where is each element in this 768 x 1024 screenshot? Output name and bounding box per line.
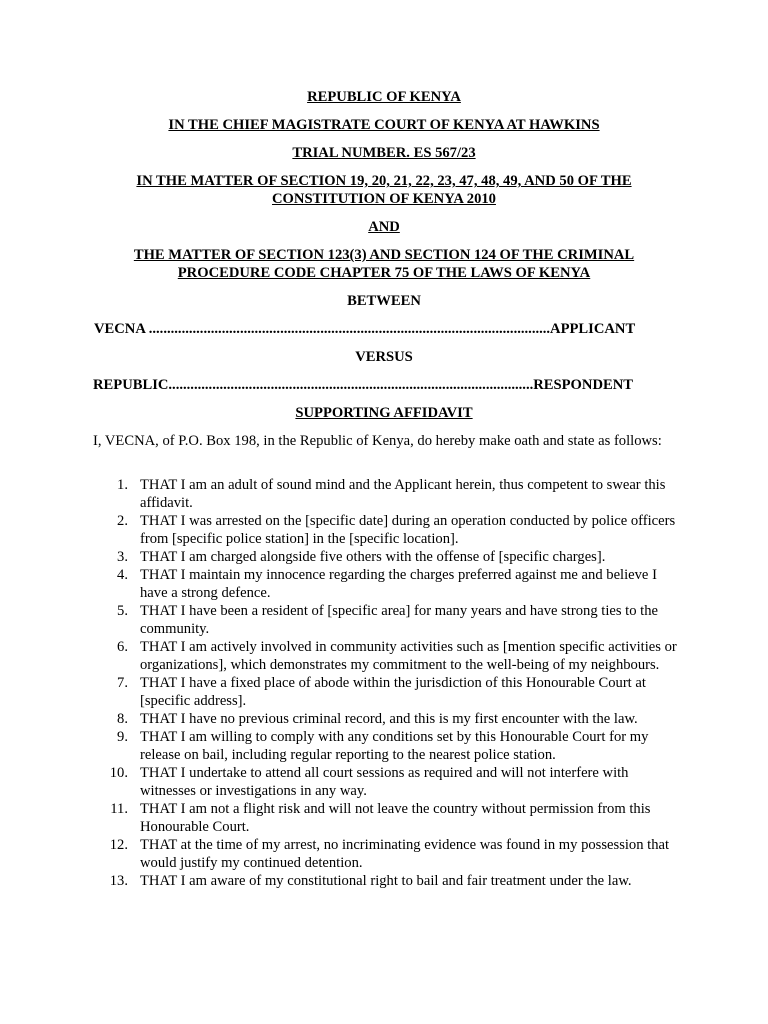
statement-text: THAT I am an adult of sound mind and the Applicant herein, thus competent to swear this affidavit. [140, 477, 666, 511]
statement-text: THAT at the time of my arrest, no incriminating evidence was found in my possession that would justify my continued detention. [140, 837, 670, 871]
affidavit-statement [93, 566, 683, 602]
statement-number: 3. [117, 549, 128, 565]
affidavit-statement [93, 548, 683, 566]
document-title: SUPPORTING AFFIDAVIT [295, 405, 473, 421]
criminal-procedure-matter-line2: PROCEDURE CODE CHAPTER 75 OF THE LAWS OF KENYA [177, 265, 591, 281]
statement-number: 2. [117, 513, 128, 529]
statement-number: 5. [117, 603, 128, 619]
statement-text: THAT I have been a resident of [specific area] for many years and have strong ties to the community. [140, 603, 659, 637]
applicant-line: VECNA ..............................................................................................................APPLICANT [94, 321, 636, 337]
statement-number: 4. [117, 567, 128, 583]
affidavit-statement [93, 836, 683, 872]
statement-text: THAT I am charged alongside five others with the offense of [specific charges]. [140, 549, 606, 565]
statement-number: 10. [109, 765, 128, 781]
affidavit-statement [93, 872, 683, 890]
statement-number: 7. [117, 675, 128, 691]
and-heading: AND [368, 219, 400, 235]
affidavit-statement [93, 476, 683, 512]
affidavit-statement [93, 728, 683, 764]
statement-number: 9. [117, 729, 128, 745]
affidavit-statement [93, 710, 683, 728]
statement-text: THAT I am aware of my constitutional right to bail and fair treatment under the law. [140, 873, 632, 889]
between-heading: BETWEEN [347, 293, 421, 309]
court-heading: IN THE CHIEF MAGISTRATE COURT OF KENYA AT HAWKINS [168, 117, 600, 133]
affidavit-statement [93, 674, 683, 710]
constitution-matter-line2: CONSTITUTION OF KENYA 2010 [272, 191, 496, 207]
affidavit-statement [93, 512, 683, 548]
affidavit-statements-list [93, 476, 683, 890]
affidavit-statement [93, 764, 683, 800]
statement-number: 11. [110, 801, 128, 817]
republic-heading: REPUBLIC OF KENYA [307, 89, 461, 105]
statement-text: THAT I maintain my innocence regarding the charges preferred against me and believe I have a strong defence. [140, 567, 657, 601]
statement-text: THAT I have no previous criminal record, and this is my first encounter with the law. [140, 711, 638, 727]
statement-number: 8. [117, 711, 128, 727]
criminal-procedure-matter-line1: THE MATTER OF SECTION 123(3) AND SECTION 124 OF THE CRIMINAL [133, 247, 635, 263]
statement-text: THAT I am actively involved in community activities such as [mention specific activities or organizations], which demonstrates my commitment to the well-being of my neighbours. [140, 639, 677, 673]
affidavit-statement [93, 638, 683, 674]
oath-intro: I, VECNA, of P.O. Box 198, in the Republic of Kenya, do hereby make oath and state as follows: [93, 433, 662, 449]
affidavit-statement [93, 800, 683, 836]
respondent-line: REPUBLIC....................................................................................................RESPONDENT [93, 377, 633, 393]
statement-text: THAT I was arrested on the [specific date] during an operation conducted by police officers from [specific police station] in the [specific location]. [140, 513, 676, 547]
statement-number: 6. [117, 639, 128, 655]
affidavit-statement [93, 602, 683, 638]
statement-text: THAT I undertake to attend all court sessions as required and will not interfere with witnesses or investigations in any way. [140, 765, 629, 799]
constitution-matter-line1: IN THE MATTER OF SECTION 19, 20, 21, 22, 23, 47, 48, 49, AND 50 OF THE [136, 173, 632, 189]
statement-text: THAT I have a fixed place of abode within the jurisdiction of this Honourable Court at [specific address]. [140, 675, 646, 709]
statement-number: 1. [117, 477, 128, 493]
statement-number: 13. [109, 873, 128, 889]
statement-text: THAT I am willing to comply with any conditions set by this Honourable Court for my release on bail, including regular reporting to the nearest police station. [140, 729, 649, 763]
trial-number-heading: TRIAL NUMBER. ES 567/23 [292, 145, 476, 161]
statement-number: 12. [109, 837, 128, 853]
statement-text: THAT I am not a flight risk and will not leave the country without permission from this Honourable Court. [140, 801, 651, 835]
versus-heading: VERSUS [355, 349, 413, 365]
